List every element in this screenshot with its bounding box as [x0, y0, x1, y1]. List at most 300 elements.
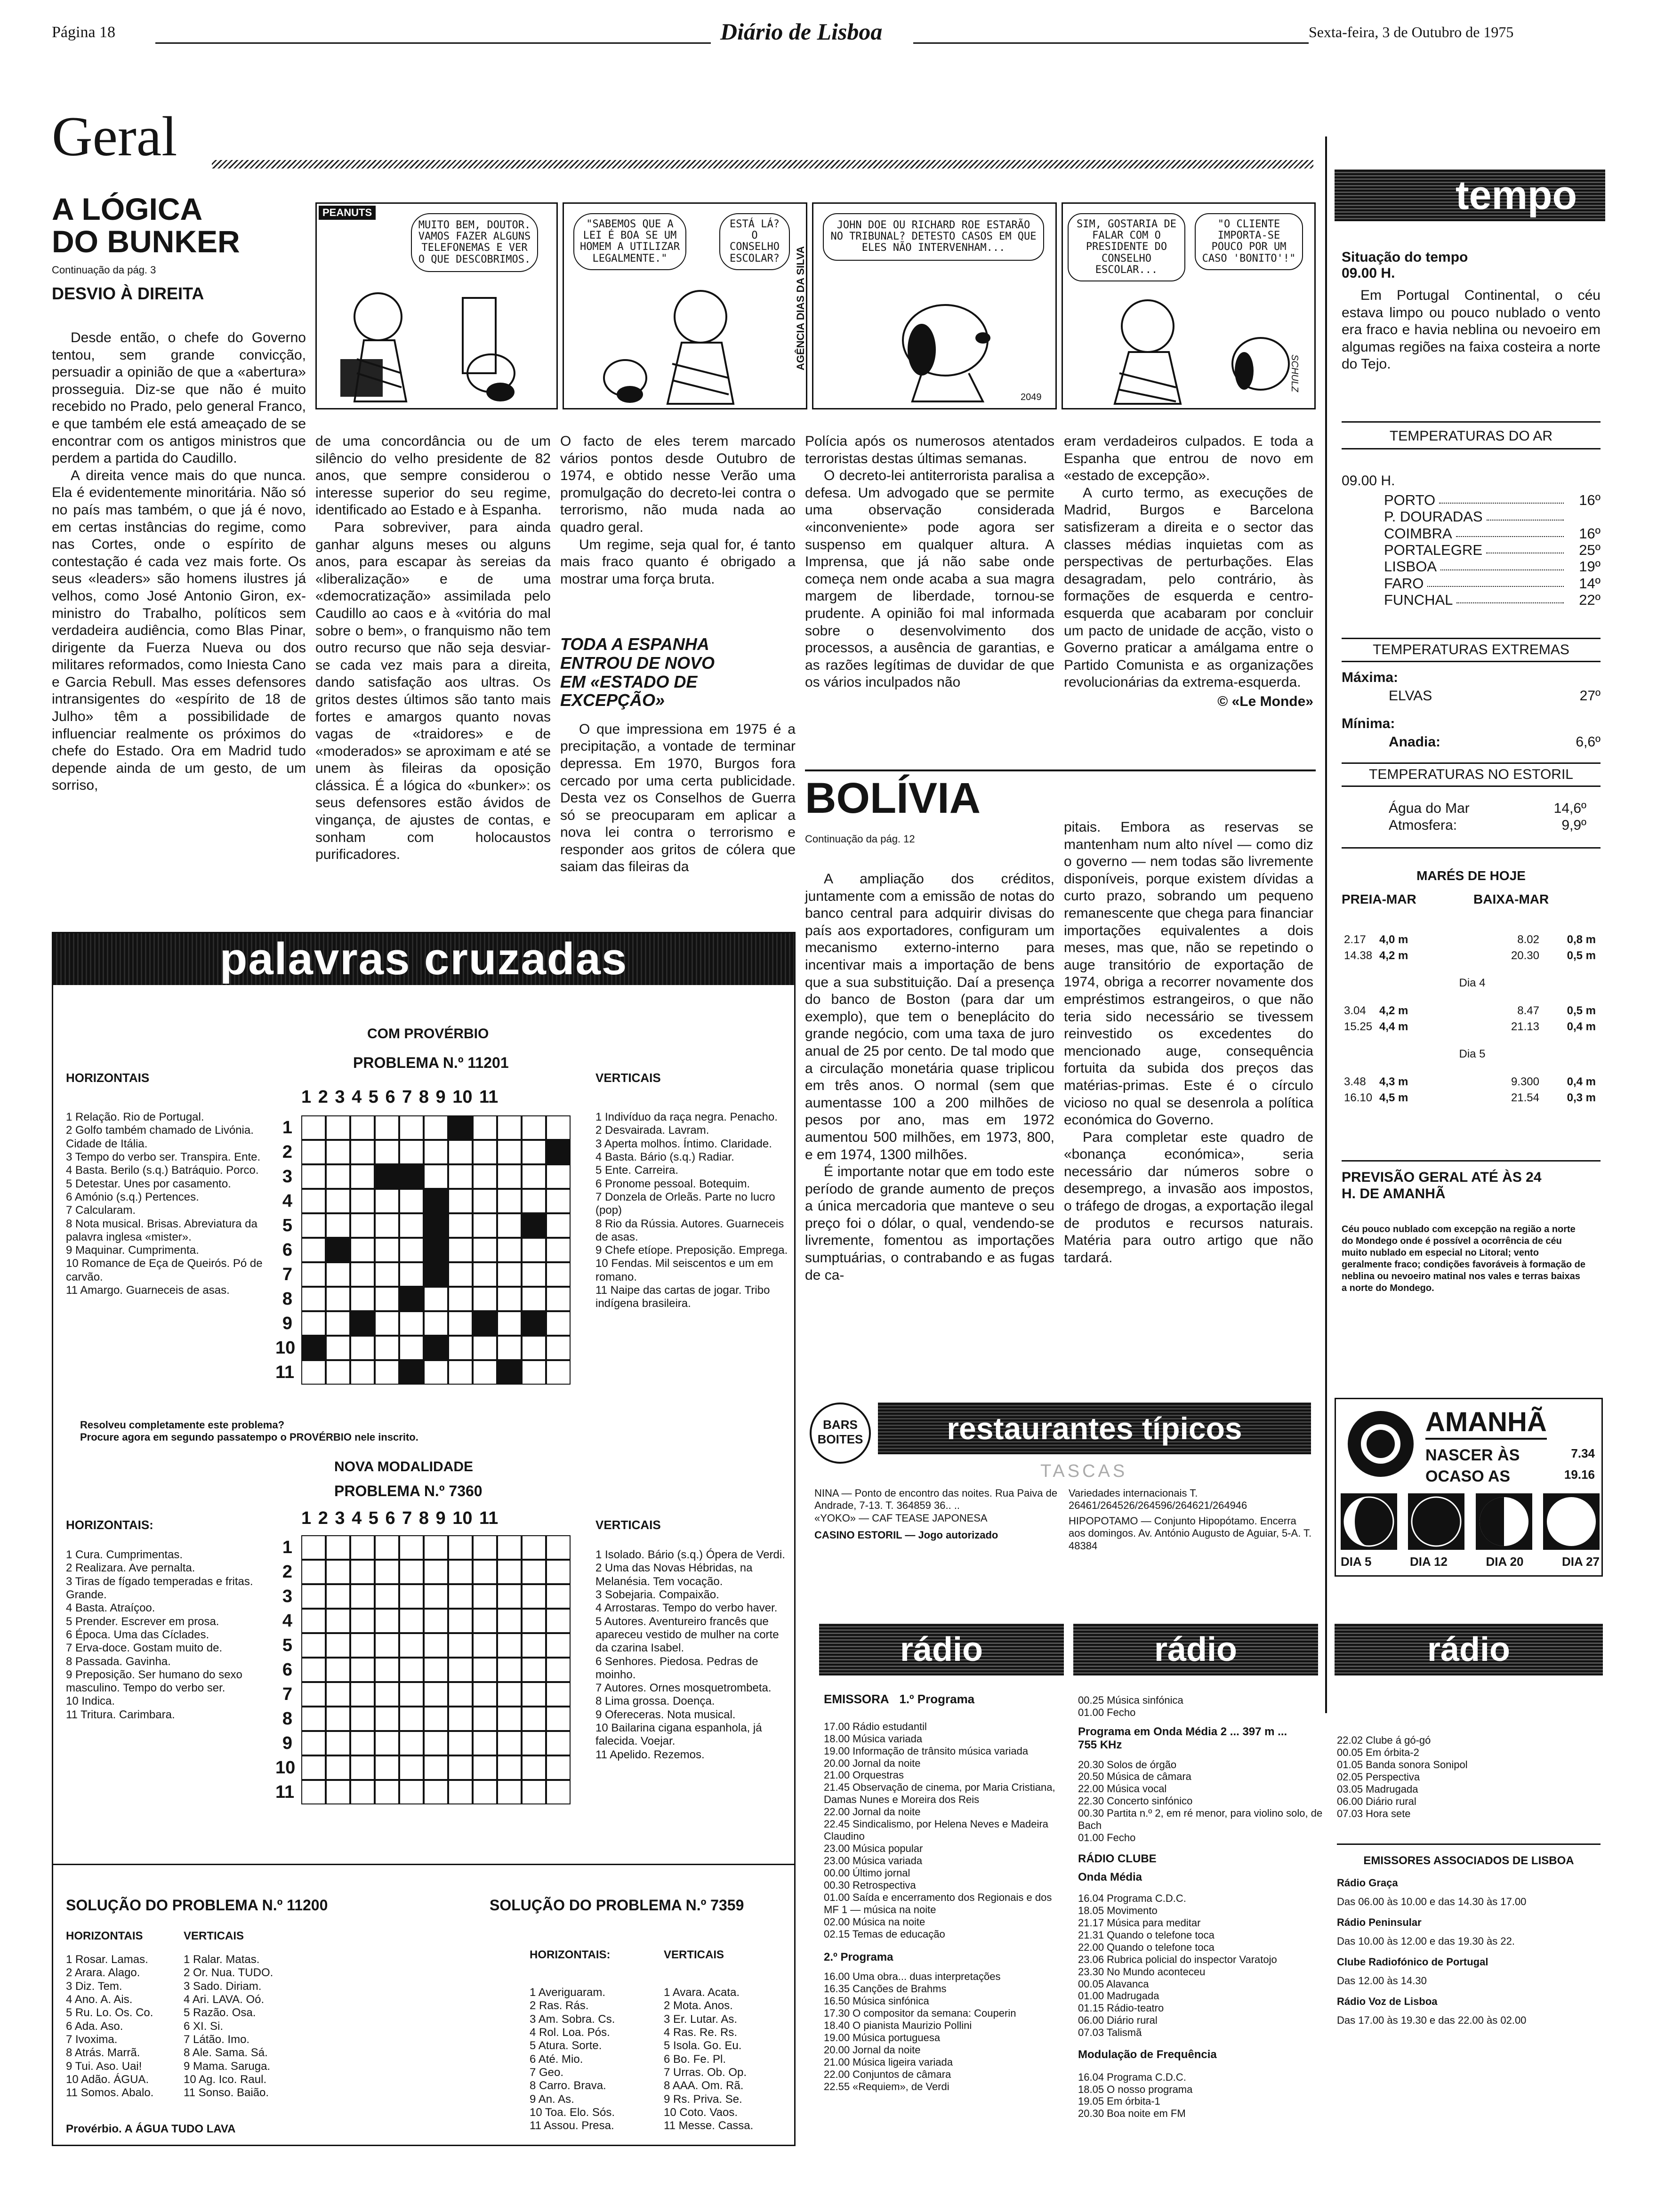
grid-cell[interactable] [424, 1682, 448, 1707]
grid-cell[interactable] [301, 1140, 326, 1164]
grid-cell[interactable] [497, 1658, 522, 1682]
grid-cell[interactable] [350, 1311, 375, 1336]
grid-cell[interactable] [522, 1213, 546, 1238]
grid-cell[interactable] [424, 1189, 448, 1213]
grid-cell[interactable] [448, 1287, 473, 1311]
grid-cell[interactable] [375, 1560, 399, 1584]
grid-cell[interactable] [326, 1287, 350, 1311]
grid-cell[interactable] [473, 1633, 497, 1658]
solution-line: 8 AAA. Om. Rã. [664, 2079, 744, 2092]
grid-cell[interactable] [301, 1189, 326, 1213]
grid-cell[interactable] [399, 1311, 424, 1336]
grid-cell[interactable] [350, 1140, 375, 1164]
grid-cell[interactable] [399, 1238, 424, 1262]
grid-cell[interactable] [375, 1287, 399, 1311]
grid-cell[interactable] [448, 1731, 473, 1755]
grid-cell[interactable] [301, 1731, 326, 1755]
solution-line: 3 Sado. Diriam. [184, 1980, 262, 1993]
air-temp-row: PORTO 16º [1384, 492, 1601, 508]
grid-cell[interactable] [497, 1633, 522, 1658]
grid-cell[interactable] [546, 1535, 571, 1560]
grid-cell[interactable] [546, 1115, 571, 1140]
grid-cell[interactable] [448, 1213, 473, 1238]
radio-listing: 20.30 Boa noite em FM [1078, 2108, 1186, 2120]
moon-phase-label: DIA 5 [1341, 1555, 1372, 1569]
grid-cell[interactable] [497, 1213, 522, 1238]
grid-cell[interactable] [301, 1287, 326, 1311]
grid-cell[interactable] [301, 1164, 326, 1189]
grid-cell[interactable] [522, 1707, 546, 1731]
grid-cell[interactable] [448, 1140, 473, 1164]
grid-cell[interactable] [497, 1535, 522, 1560]
crossword-grid-2[interactable] [301, 1535, 571, 1804]
radio-listing: 22.02 Clube á gó-gó [1337, 1734, 1431, 1746]
grid-cell[interactable] [473, 1755, 497, 1780]
grid-cell[interactable] [301, 1213, 326, 1238]
grid-cell[interactable] [399, 1658, 424, 1682]
radio-listing: 22.00 Música vocal [1078, 1783, 1167, 1795]
grid-cell[interactable] [448, 1609, 473, 1633]
problem1-title: PROBLEMA N.º 11201 [353, 1054, 509, 1071]
grid-cell[interactable] [522, 1164, 546, 1189]
grid-cell[interactable] [497, 1262, 522, 1287]
grid-cell[interactable] [350, 1658, 375, 1682]
grid-cell[interactable] [399, 1262, 424, 1287]
grid-cell[interactable] [497, 1287, 522, 1311]
grid-cell[interactable] [326, 1164, 350, 1189]
grid-cell[interactable] [399, 1140, 424, 1164]
grid-cell[interactable] [497, 1707, 522, 1731]
grid-cell[interactable] [350, 1560, 375, 1584]
grid-cell[interactable] [399, 1535, 424, 1560]
solution-line: 2 Or. Nua. TUDO. [184, 1966, 273, 1980]
grid-cell[interactable] [448, 1707, 473, 1731]
grid-cell[interactable] [497, 1164, 522, 1189]
grid-cell[interactable] [326, 1238, 350, 1262]
grid-cell[interactable] [448, 1658, 473, 1682]
grid-cell[interactable] [326, 1115, 350, 1140]
tide-row: 3.48 4,3 m 9.300 0,4 m [1344, 1075, 1596, 1089]
grid-cell[interactable] [473, 1682, 497, 1707]
grid-cell[interactable] [522, 1682, 546, 1707]
bolivia-col-2: pitais. Embora as reservas se mantenham num alto nível — como diz o governo — nem todas são livremente disponíveis, porque existem dívidas a curto prazo, sobrando um pequeno remanescente que chega para financiar importações equivalentes a dois meses, mas que, não se repetindo o auge transitório de exportação de 1974, obriga a recorrer novamente dos empréstimos estrangeiros, o que não teria sido necessário se tivessem reinvestido os excedentes do mencionado auge, consequência fortuita da subida dos preços das matérias-primas. Este é o círculo vicioso no qual se desenrola a política económica do Governo. Para completar este quadro de «bonança económica», seria necessário dar números sobre o desemprego, a invasão aos impostos, o tráfego de drogas, a exportação ilegal de produtos e recursos naturais. Matéria para outro artigo que não tardará. [1064, 819, 1313, 1266]
grid-cell[interactable] [546, 1633, 571, 1658]
grid-cell[interactable] [424, 1140, 448, 1164]
grid-cell[interactable] [448, 1780, 473, 1804]
grid-cell[interactable] [375, 1682, 399, 1707]
grid-cell[interactable] [522, 1115, 546, 1140]
grid-cell[interactable] [448, 1336, 473, 1360]
grid-cell[interactable] [473, 1535, 497, 1560]
extreme-title: TEMPERATURAS EXTREMAS [1342, 638, 1601, 662]
problem1-subtitle: COM PROVÉRBIO [367, 1026, 489, 1042]
grid-cell[interactable] [473, 1336, 497, 1360]
grid-cell[interactable] [497, 1238, 522, 1262]
grid-cell[interactable] [473, 1287, 497, 1311]
grid-cell[interactable] [424, 1658, 448, 1682]
grid-cell[interactable] [399, 1780, 424, 1804]
grid-cell[interactable] [301, 1682, 326, 1707]
grid-cell[interactable] [350, 1682, 375, 1707]
grid-cell[interactable] [448, 1238, 473, 1262]
grid-cell[interactable] [399, 1560, 424, 1584]
radio-listing: 18.40 O pianista Maurizio Pollini [824, 2019, 972, 2031]
grid-cell[interactable] [350, 1731, 375, 1755]
radio-col-2: 00.25 Música sinfónica 01.00 Fecho Programa em Onda Média 2 ... 397 m ... 755 KHz 20.30 Solos de órgão 20.50 Música de câmara 22.00 Música vocal 22.30 Concerto sinfónico 00.30 Partita n.º 2, em ré menor, para violino solo, de Bach 01.00 Fecho RÁDIO CLUBE Onda Média 16.04 Programa C.D.C. 18.05 Movimento 21.17 Música para meditar 21.31 Quando o telefone toca 22.00 Quando o telefone toca 23.06 Rubrica policial do inspector Varatojo 23.30 No Mundo aconteceu 00.05 Alavanca 01.00 Madrugada 01.15 Rádio-teatro 06.00 Diário rural 07.03 Talismã Modulação de Frequência 16.04 Programa C.D.C. 18.05 O nosso programa 19.05 Em órbita-1 20.30 Boa noite em FM [1078, 1694, 1327, 2120]
grid-cell[interactable] [522, 1238, 546, 1262]
grid-cell[interactable] [497, 1311, 522, 1336]
grid-cell[interactable] [301, 1560, 326, 1584]
solution-line: 1 Ralar. Matas. [184, 1953, 260, 1966]
grid-cell[interactable] [399, 1336, 424, 1360]
grid-cell[interactable] [301, 1360, 326, 1385]
grid-cell[interactable] [350, 1262, 375, 1287]
grid-cell[interactable] [375, 1262, 399, 1287]
crossword-grid-1[interactable] [301, 1115, 571, 1385]
grid-cell[interactable] [497, 1560, 522, 1584]
grid-cell[interactable] [350, 1707, 375, 1731]
clue: 1 Indivíduo da raça negra. Penacho. [595, 1111, 778, 1123]
clue: 8 Nota musical. Brisas. Abreviatura da palavra inglesa «mister». [66, 1217, 257, 1243]
grid-cell[interactable] [546, 1560, 571, 1584]
grid-cell[interactable] [326, 1311, 350, 1336]
grid-cell[interactable] [326, 1140, 350, 1164]
grid-cell[interactable] [326, 1609, 350, 1633]
grid-cell[interactable] [399, 1164, 424, 1189]
grid-cell[interactable] [473, 1164, 497, 1189]
grid-cell[interactable] [326, 1336, 350, 1360]
grid-cell[interactable] [326, 1262, 350, 1287]
grid-cell[interactable] [350, 1238, 375, 1262]
comic-panel [563, 202, 807, 409]
grid-cell[interactable] [350, 1287, 375, 1311]
grid-cell[interactable] [424, 1336, 448, 1360]
grid-cell[interactable] [375, 1658, 399, 1682]
grid-cell[interactable] [473, 1189, 497, 1213]
grid-cell[interactable] [375, 1780, 399, 1804]
grid-cell[interactable] [473, 1311, 497, 1336]
grid-cell[interactable] [522, 1287, 546, 1311]
grid-cell[interactable] [424, 1287, 448, 1311]
grid-cell[interactable] [375, 1189, 399, 1213]
speech-bubble: "SABEMOS QUE A LEI É BOA SE UM HOMEM A UTILIZAR LEGALMENTE." [573, 213, 686, 270]
radio-listing: 17.00 Rádio estudantil [824, 1720, 927, 1732]
grid-cell[interactable] [399, 1682, 424, 1707]
grid-cell[interactable] [350, 1780, 375, 1804]
comic-panel [315, 202, 558, 409]
grid-cell[interactable] [522, 1780, 546, 1804]
grid-cell[interactable] [546, 1336, 571, 1360]
grid-cell[interactable] [424, 1164, 448, 1189]
grid-cell[interactable] [301, 1609, 326, 1633]
radio-listing: 20.00 Jornal da noite [824, 2044, 921, 2056]
grid-cell[interactable] [473, 1238, 497, 1262]
grid-cell[interactable] [497, 1140, 522, 1164]
grid-cell[interactable] [424, 1213, 448, 1238]
grid-cell[interactable] [326, 1707, 350, 1731]
grid-cell[interactable] [546, 1287, 571, 1311]
grid-cell[interactable] [424, 1311, 448, 1336]
grid1-row-numbers: 1 2 3 4 5 6 7 8 9 10 11 [275, 1118, 296, 1382]
grid-cell[interactable] [522, 1658, 546, 1682]
grid-cell[interactable] [522, 1731, 546, 1755]
grid-cell[interactable] [448, 1535, 473, 1560]
solution-line: 5 Isola. Go. Eu. [664, 2039, 742, 2052]
grid-cell[interactable] [326, 1633, 350, 1658]
grid-cell[interactable] [424, 1584, 448, 1609]
grid-cell[interactable] [546, 1707, 571, 1731]
tides-high-label: PREIA-MAR [1342, 892, 1416, 906]
grid-cell[interactable] [448, 1682, 473, 1707]
grid-cell[interactable] [497, 1780, 522, 1804]
grid-cell[interactable] [448, 1360, 473, 1385]
grid-cell[interactable] [473, 1360, 497, 1385]
grid-cell[interactable] [326, 1682, 350, 1707]
grid-cell[interactable] [522, 1360, 546, 1385]
grid-cell[interactable] [301, 1336, 326, 1360]
grid-cell[interactable] [522, 1560, 546, 1584]
radio-listing: 22.00 Jornal da noite [824, 1806, 921, 1818]
grid-cell[interactable] [301, 1115, 326, 1140]
solution-line: 7 Urras. Ob. Op. [664, 2066, 747, 2079]
grid-cell[interactable] [301, 1238, 326, 1262]
grid-cell[interactable] [399, 1731, 424, 1755]
grid-cell[interactable] [424, 1609, 448, 1633]
grid-cell[interactable] [522, 1189, 546, 1213]
grid-cell[interactable] [448, 1189, 473, 1213]
grid-cell[interactable] [546, 1213, 571, 1238]
grid-cell[interactable] [350, 1633, 375, 1658]
radio-listing: 01.15 Rádio-teatro [1078, 2002, 1164, 2014]
air-temp-row: FARO 14º [1384, 575, 1601, 592]
grid-cell[interactable] [375, 1238, 399, 1262]
grid-cell[interactable] [301, 1707, 326, 1731]
grid-cell[interactable] [399, 1287, 424, 1311]
grid-cell[interactable] [301, 1658, 326, 1682]
grid-cell[interactable] [522, 1140, 546, 1164]
grid-cell[interactable] [546, 1140, 571, 1164]
grid-cell[interactable] [448, 1164, 473, 1189]
grid-cell[interactable] [448, 1560, 473, 1584]
grid-cell[interactable] [522, 1633, 546, 1658]
grid-cell[interactable] [375, 1213, 399, 1238]
speech-bubble: JOHN DOE OU RICHARD ROE ESTARÃO NO TRIBUNAL? DETESTO CASOS EM QUE ELES NÃO INTERVENHAM... [823, 213, 1044, 261]
grid-cell[interactable] [350, 1584, 375, 1609]
grid-cell[interactable] [497, 1189, 522, 1213]
grid-cell[interactable] [326, 1780, 350, 1804]
grid-cell[interactable] [546, 1584, 571, 1609]
grid-cell[interactable] [350, 1755, 375, 1780]
grid-cell[interactable] [473, 1658, 497, 1682]
grid-cell[interactable] [399, 1707, 424, 1731]
grid-cell[interactable] [375, 1336, 399, 1360]
grid-cell[interactable] [522, 1755, 546, 1780]
grid-cell[interactable] [473, 1140, 497, 1164]
grid-cell[interactable] [546, 1682, 571, 1707]
grid-cell[interactable] [375, 1633, 399, 1658]
solution-line: 9 Rs. Priva. Se. [664, 2092, 742, 2106]
grid-cell[interactable] [424, 1560, 448, 1584]
grid-cell[interactable] [473, 1560, 497, 1584]
radio-listing: 21.17 Música para meditar [1078, 1916, 1201, 1929]
grid-cell[interactable] [326, 1535, 350, 1560]
grid-cell[interactable] [424, 1238, 448, 1262]
grid-cell[interactable] [424, 1115, 448, 1140]
grid-cell[interactable] [473, 1731, 497, 1755]
grid-cell[interactable] [375, 1115, 399, 1140]
grid-cell[interactable] [546, 1755, 571, 1780]
grid-cell[interactable] [424, 1780, 448, 1804]
grid-cell[interactable] [375, 1140, 399, 1164]
grid-cell[interactable] [473, 1115, 497, 1140]
sunrise: NASCER ÀS 7.34 [1425, 1446, 1595, 1464]
grid-cell[interactable] [301, 1584, 326, 1609]
grid-cell[interactable] [399, 1189, 424, 1213]
grid-cell[interactable] [546, 1658, 571, 1682]
solution-line: 6 Ada. Aso. [66, 2020, 123, 2033]
grid-cell[interactable] [522, 1535, 546, 1560]
grid-cell[interactable] [326, 1584, 350, 1609]
clue: 9 Maquinar. Cumprimenta. [66, 1244, 199, 1257]
grid-cell[interactable] [424, 1755, 448, 1780]
grid-cell[interactable] [522, 1609, 546, 1633]
solution2-vlabel: VERTICAIS [664, 1948, 724, 1961]
grid-cell[interactable] [497, 1115, 522, 1140]
grid-cell[interactable] [301, 1755, 326, 1780]
grid-cell[interactable] [375, 1584, 399, 1609]
grid-cell[interactable] [399, 1360, 424, 1385]
grid-cell[interactable] [522, 1584, 546, 1609]
grid-cell[interactable] [399, 1115, 424, 1140]
solution-line: 7 Ivoxima. [66, 2033, 118, 2046]
grid-cell[interactable] [301, 1311, 326, 1336]
grid-cell[interactable] [301, 1633, 326, 1658]
linus-figure [336, 279, 533, 406]
grid-cell[interactable] [326, 1189, 350, 1213]
grid-cell[interactable] [473, 1780, 497, 1804]
solution-line: 8 Carro. Brava. [530, 2079, 606, 2092]
grid-cell[interactable] [522, 1336, 546, 1360]
radio-listing: 00.30 Partita n.º 2, em ré menor, para violino solo, de Bach [1078, 1807, 1323, 1832]
grid-cell[interactable] [350, 1115, 375, 1140]
grid-cell[interactable] [546, 1164, 571, 1189]
grid-cell[interactable] [424, 1731, 448, 1755]
grid-cell[interactable] [497, 1336, 522, 1360]
solution-line: 2 Arara. Alago. [66, 1966, 140, 1980]
grid-cell[interactable] [448, 1633, 473, 1658]
grid-cell[interactable] [375, 1755, 399, 1780]
clue: 8 Passada. Gavinha. [66, 1655, 171, 1668]
solution1-hlabel: HORIZONTAIS [66, 1930, 143, 1942]
air-temp-time: 09.00 H. [1342, 473, 1395, 489]
grid-cell[interactable] [350, 1609, 375, 1633]
grid-cell[interactable] [546, 1780, 571, 1804]
grid-cell[interactable] [497, 1755, 522, 1780]
radio-listing: 01.00 Fecho [1078, 1832, 1136, 1844]
grid-cell[interactable] [375, 1360, 399, 1385]
grid-cell[interactable] [473, 1262, 497, 1287]
grid-cell[interactable] [399, 1755, 424, 1780]
grid-cell[interactable] [546, 1262, 571, 1287]
grid-cell[interactable] [473, 1213, 497, 1238]
grid-cell[interactable] [375, 1535, 399, 1560]
grid-cell[interactable] [399, 1213, 424, 1238]
grid-cell[interactable] [424, 1633, 448, 1658]
grid-cell[interactable] [546, 1360, 571, 1385]
grid-cell[interactable] [326, 1658, 350, 1682]
grid-cell[interactable] [375, 1311, 399, 1336]
grid-cell[interactable] [546, 1311, 571, 1336]
grid-cell[interactable] [473, 1609, 497, 1633]
grid-cell[interactable] [301, 1535, 326, 1560]
comic-panel [812, 202, 1057, 409]
grid-cell[interactable] [350, 1336, 375, 1360]
grid-cell[interactable] [522, 1311, 546, 1336]
grid-cell[interactable] [350, 1213, 375, 1238]
grid-cell[interactable] [350, 1189, 375, 1213]
grid-cell[interactable] [497, 1360, 522, 1385]
grid-cell[interactable] [350, 1535, 375, 1560]
grid-cell[interactable] [546, 1609, 571, 1633]
grid-cell[interactable] [497, 1731, 522, 1755]
grid-cell[interactable] [399, 1633, 424, 1658]
grid-cell[interactable] [448, 1115, 473, 1140]
grid-cell[interactable] [424, 1262, 448, 1287]
tide-row: 2.17 4,0 m 8.02 0,8 m [1344, 933, 1596, 946]
grid-cell[interactable] [424, 1707, 448, 1731]
grid-cell[interactable] [424, 1535, 448, 1560]
grid-cell[interactable] [399, 1609, 424, 1633]
grid-cell[interactable] [301, 1780, 326, 1804]
grid-cell[interactable] [473, 1584, 497, 1609]
grid-cell[interactable] [546, 1731, 571, 1755]
tide-row: Dia 5 [1459, 1048, 1486, 1061]
solution1-proverb: Provérbio. A ÁGUA TUDO LAVA [66, 2123, 236, 2135]
grid-cell[interactable] [497, 1584, 522, 1609]
grid-cell[interactable] [375, 1707, 399, 1731]
grid-cell[interactable] [399, 1584, 424, 1609]
air-temp-row: PORTALEGRE 25º [1384, 541, 1601, 558]
grid-cell[interactable] [546, 1238, 571, 1262]
grid-cell[interactable] [497, 1682, 522, 1707]
grid-cell[interactable] [448, 1584, 473, 1609]
grid-cell[interactable] [448, 1755, 473, 1780]
grid-cell[interactable] [326, 1213, 350, 1238]
grid-cell[interactable] [350, 1164, 375, 1189]
grid-cell[interactable] [448, 1311, 473, 1336]
grid-cell[interactable] [326, 1560, 350, 1584]
grid-cell[interactable] [326, 1755, 350, 1780]
grid-cell[interactable] [375, 1731, 399, 1755]
grid-cell[interactable] [473, 1707, 497, 1731]
grid-cell[interactable] [522, 1262, 546, 1287]
grid-cell[interactable] [350, 1360, 375, 1385]
grid-cell[interactable] [326, 1360, 350, 1385]
solution-line: 6 Bo. Fe. Pl. [664, 2052, 726, 2066]
article-col-1: Desde então, o chefe do Governo tentou, sem grande convicção, persuadir a opinião de que a «abertura» prosseguia. Diz-se que não é muito recebido no Prado, pelo general Franco, e que também ele está ameaçado de se encontrar com os antigos ministros que perdem a partida do Caudillo. A direita vence mais do que nunca. Ela é evidentemente minoritária. Não só no país mas também, o que já é novo, em certas instâncias do regime, como nas Cortes, onde o espírito de contestação é cada vez mais forte. Os seus «leaders» são homens ilustres já velhos, como José Antonio Giron, ex-ministro do Trabalho, políticos sem verdadeira audiência, como Blas Pinar, dirigente da Fuerza Nueva ou dos militares reformados, como Iniesta Cano e Garcia Rebull. Mas esses defensores intransigentes do «espírito de 18 de Julho» têm a possibilidade de influenciar realmente os próximos do chefe do Estado. Ora em Madrid tudo depende ainda de um gesto, de um sorriso, [52, 330, 306, 793]
clue: 5 Detestar. Unes por casamento. [66, 1177, 231, 1190]
grid-cell[interactable] [301, 1262, 326, 1287]
grid-cell[interactable] [497, 1609, 522, 1633]
grid-cell[interactable] [546, 1189, 571, 1213]
grid-cell[interactable] [326, 1731, 350, 1755]
grid2-col-numbers: 1 2 3 4 5 6 7 8 9 10 11 [301, 1508, 499, 1528]
grid-cell[interactable] [375, 1609, 399, 1633]
grid-cell[interactable] [375, 1164, 399, 1189]
grid-cell[interactable] [424, 1360, 448, 1385]
grid-cell[interactable] [448, 1262, 473, 1287]
date-line: Sexta-feira, 3 de Outubro de 1975 [1309, 24, 1514, 40]
